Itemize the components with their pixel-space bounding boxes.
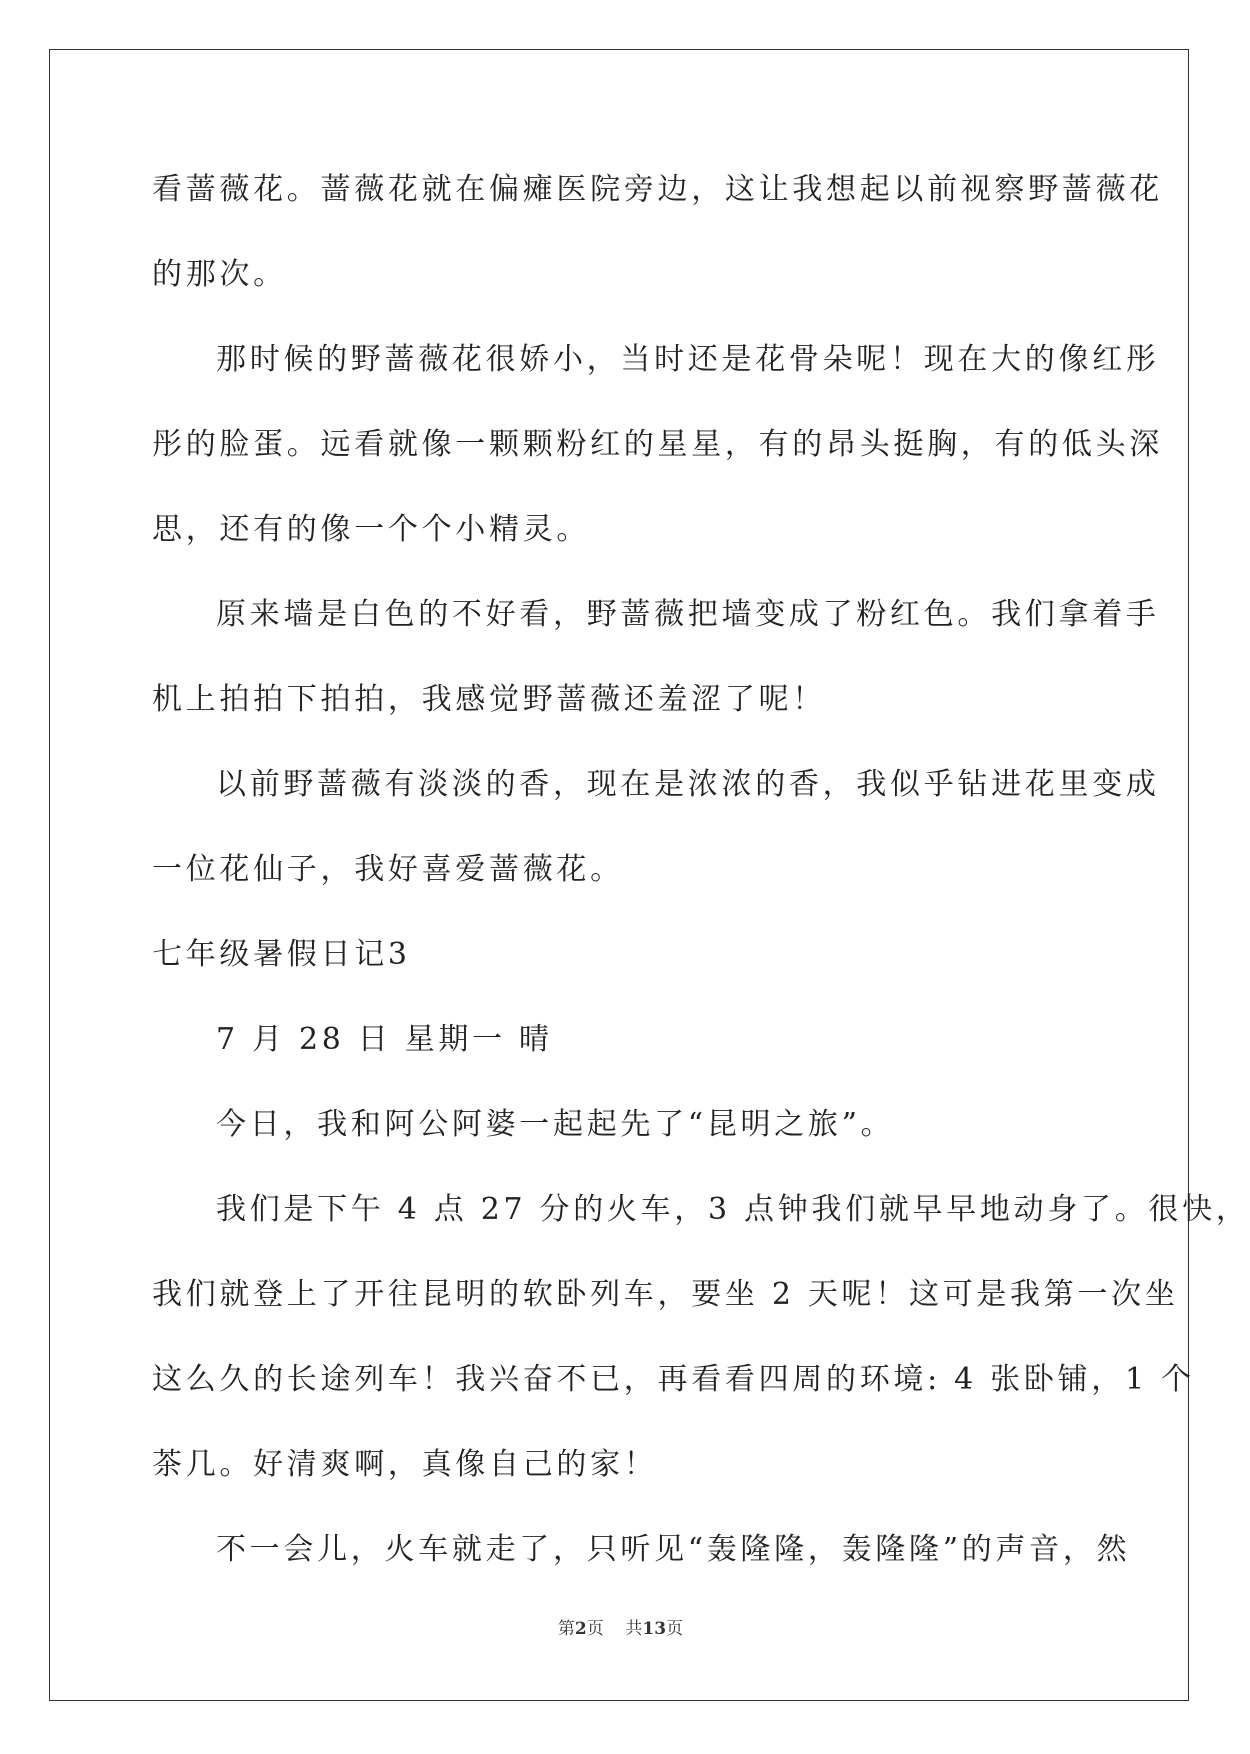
text-line: 原来墙是白色的不好看，野蔷薇把墙变成了粉红色。我们拿着手 [216, 597, 1160, 632]
text-line: 茶几。好清爽啊，真像自己的家！ [152, 1447, 658, 1482]
diary-date: 7 月 28 日 星期一 晴 [216, 1022, 553, 1057]
text-line: 那时候的野蔷薇花很娇小，当时还是花骨朵呢！现在大的像红彤 [216, 342, 1160, 377]
page-footer [0, 1614, 1241, 1639]
current-page-number: 2 [574, 1619, 587, 1639]
text-line: 我们是下午 4 点 27 分的火车，3 点钟我们就早早地动身了。很快， [216, 1192, 1250, 1227]
footer-suffix: 页 [666, 1619, 684, 1639]
text-line: 一位花仙子，我好喜爱蔷薇花。 [152, 852, 624, 887]
footer-prefix: 第 [557, 1619, 575, 1639]
total-page-number: 13 [642, 1619, 667, 1639]
document-body [152, 160, 1250, 1605]
text-line: 彤的脸蛋。远看就像一颗颗粉红的星星，有的昂头挺胸，有的低头深 [152, 427, 1163, 462]
text-line: 机上拍拍下拍拍，我感觉野蔷薇还羞涩了呢！ [152, 682, 826, 717]
text-line: 思，还有的像一个个小精灵。 [152, 512, 591, 547]
text-line: 这么久的长途列车！我兴奋不已，再看看四周的环境: 4 张卧铺，1 个 [152, 1362, 1195, 1397]
footer-middle: 页 共 [586, 1619, 643, 1639]
text-line: 今日，我和阿公阿婆一起起先了“昆明之旅”。 [216, 1107, 895, 1142]
text-line: 的那次。 [152, 257, 287, 292]
text-line: 看蔷薇花。蔷薇花就在偏瘫医院旁边，这让我想起以前视察野蔷薇花 [152, 172, 1163, 207]
text-line: 以前野蔷薇有淡淡的香，现在是浓浓的香，我似乎钻进花里变成 [216, 767, 1160, 802]
text-line: 不一会儿，火车就走了，只听见“轰隆隆，轰隆隆”的声音，然 [216, 1532, 1131, 1567]
text-line: 我们就登上了开往昆明的软卧列车，要坐 2 天呢！这可是我第一次坐 [152, 1277, 1179, 1312]
section-heading: 七年级暑假日记3 [152, 937, 411, 972]
